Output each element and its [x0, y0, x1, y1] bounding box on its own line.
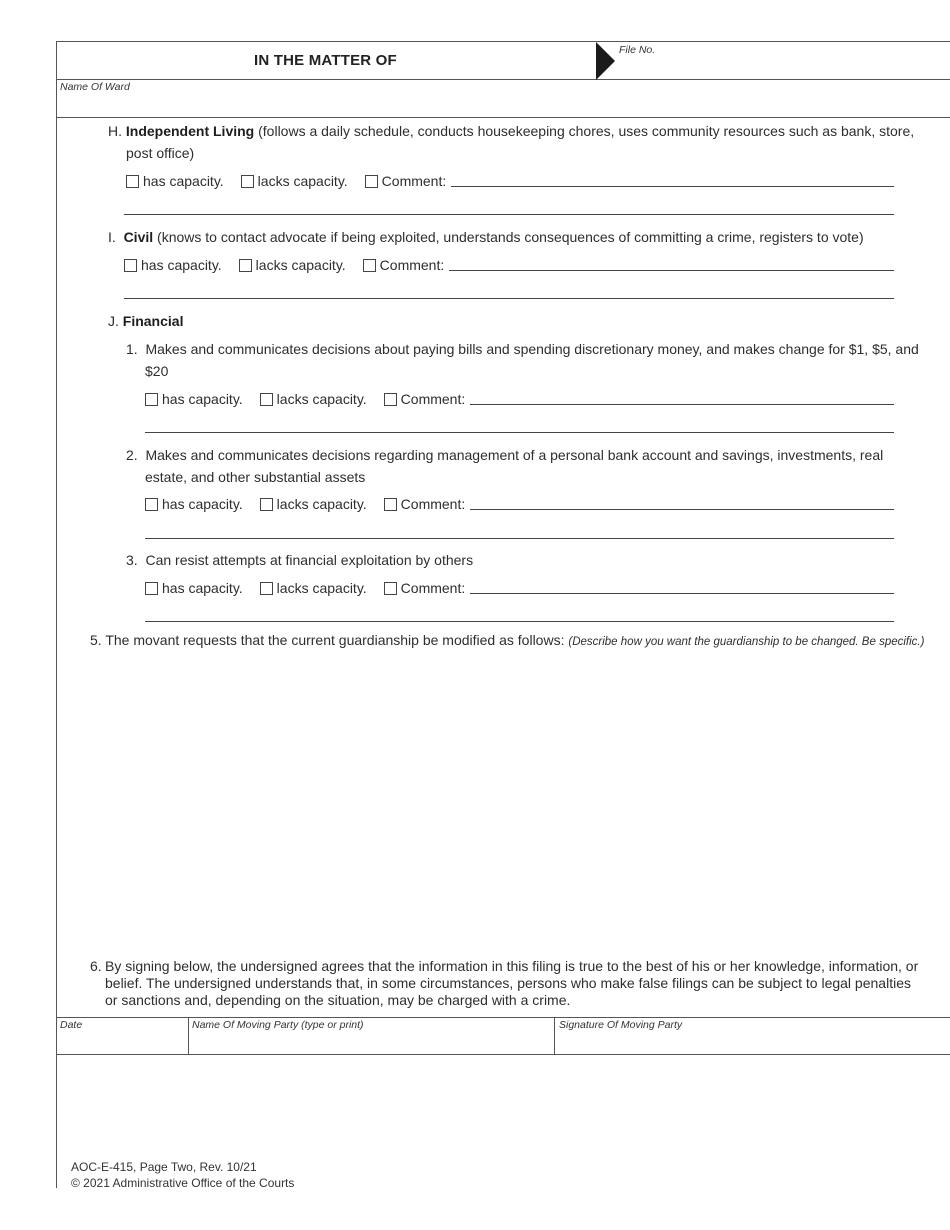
- checkbox[interactable]: [145, 582, 158, 595]
- financial-item-3: 3. Can resist attempts at financial exploitation by others: [126, 552, 474, 568]
- file-no-field[interactable]: [660, 44, 940, 77]
- checkbox[interactable]: [260, 393, 273, 406]
- ward-divider: [56, 117, 950, 118]
- moving-party-name-label: Name Of Moving Party (type or print): [192, 1019, 364, 1031]
- has-capacity-option[interactable]: has capacity.: [145, 496, 243, 512]
- checkbox[interactable]: [260, 498, 273, 511]
- item-6-line-2: belief. The undersigned understands that, in some circumstances, persons who make false filings can be subject to legal penalties: [105, 975, 911, 991]
- lacks-capacity-option[interactable]: lacks capacity.: [241, 173, 348, 189]
- section-j-heading: J. Financial: [108, 313, 184, 329]
- top-border: [56, 41, 950, 42]
- financial-item-2: 2. Makes and communicates decisions regarding management of a personal bank account and savings, investments, real: [126, 447, 884, 463]
- checkbox[interactable]: [145, 498, 158, 511]
- section-h-desc-cont: post office): [126, 145, 195, 161]
- lacks-capacity-option[interactable]: lacks capacity.: [260, 580, 367, 596]
- checkbox[interactable]: [365, 175, 378, 188]
- section-h-options: [126, 172, 894, 190]
- item-6-line-3: or sanctions and, depending on the situation, may be charged with a crime.: [105, 992, 571, 1008]
- date-label: Date: [60, 1019, 83, 1031]
- comment-field[interactable]: [470, 404, 894, 405]
- divider: [554, 1017, 555, 1055]
- comment-field[interactable]: [470, 509, 894, 510]
- has-capacity-option[interactable]: has capacity.: [145, 580, 243, 596]
- financial-2-options: [145, 495, 894, 513]
- section-h-heading: H. Independent Living (follows a daily schedule, conducts housekeeping chores, uses community resources such as bank, store,: [108, 123, 915, 139]
- copyright: © 2021 Administrative Office of the Courts: [71, 1176, 295, 1190]
- financial-1-options: [145, 390, 894, 408]
- comment-field[interactable]: [470, 593, 894, 594]
- comment-line[interactable]: [124, 298, 894, 299]
- checkbox[interactable]: [384, 582, 397, 595]
- left-border: [56, 41, 57, 1188]
- financial-item-1: 1. Makes and communicates decisions about paying bills and spending discretionary money, and makes change for $1, $5, and: [126, 341, 919, 357]
- item-6-line-1: By signing below, the undersigned agrees that the information in this filing is true to the best of his or her knowledge, information, or: [105, 958, 919, 974]
- checkbox[interactable]: [384, 498, 397, 511]
- arrow-icon: [596, 42, 615, 80]
- modification-description-field[interactable]: [90, 655, 920, 950]
- checkbox[interactable]: [260, 582, 273, 595]
- signature-top-line: [56, 1017, 950, 1018]
- date-field[interactable]: [58, 1032, 186, 1053]
- signature-field[interactable]: [556, 1032, 946, 1053]
- form-number: AOC-E-415, Page Two, Rev. 10/21: [71, 1160, 257, 1174]
- file-no-label: File No.: [619, 44, 656, 56]
- section-i-options: [124, 256, 894, 274]
- header-divider: [56, 79, 950, 80]
- comment-line[interactable]: [145, 621, 894, 622]
- signature-bottom-line: [56, 1054, 950, 1055]
- section-i-heading: I. Civil (knows to contact advocate if being exploited, understands consequences of committing a crime, registers to vote): [108, 229, 864, 245]
- moving-party-name-field[interactable]: [190, 1032, 552, 1053]
- ward-label: Name Of Ward: [60, 81, 130, 93]
- has-capacity-option[interactable]: has capacity.: [145, 391, 243, 407]
- item-6-number: 6.: [90, 958, 102, 974]
- lacks-capacity-option[interactable]: lacks capacity.: [260, 391, 367, 407]
- comment-field[interactable]: [449, 270, 894, 271]
- item-5: 5. The movant requests that the current guardianship be modified as follows: (Describe how you want the guardianship to be changed. Be specific.): [90, 632, 925, 648]
- checkbox[interactable]: [145, 393, 158, 406]
- financial-3-options: [145, 579, 894, 597]
- comment-line[interactable]: [124, 214, 894, 215]
- comment-option[interactable]: Comment:: [384, 391, 466, 407]
- comment-line[interactable]: [145, 432, 894, 433]
- comment-option[interactable]: Comment:: [363, 257, 445, 273]
- has-capacity-option[interactable]: has capacity.: [126, 173, 224, 189]
- checkbox[interactable]: [241, 175, 254, 188]
- checkbox[interactable]: [384, 393, 397, 406]
- divider: [188, 1017, 189, 1055]
- checkbox[interactable]: [126, 175, 139, 188]
- has-capacity-option[interactable]: has capacity.: [124, 257, 222, 273]
- checkbox[interactable]: [239, 259, 252, 272]
- comment-option[interactable]: Comment:: [384, 580, 466, 596]
- comment-field[interactable]: [451, 186, 894, 187]
- signature-label: Signature Of Moving Party: [559, 1019, 683, 1031]
- lacks-capacity-option[interactable]: lacks capacity.: [260, 496, 367, 512]
- financial-item-2-cont: estate, and other substantial assets: [145, 469, 366, 485]
- lacks-capacity-option[interactable]: lacks capacity.: [239, 257, 346, 273]
- comment-option[interactable]: Comment:: [384, 496, 466, 512]
- ward-name-field[interactable]: [140, 81, 940, 115]
- comment-line[interactable]: [145, 538, 894, 539]
- comment-option[interactable]: Comment:: [365, 173, 447, 189]
- checkbox[interactable]: [124, 259, 137, 272]
- financial-item-1-cont: $20: [145, 363, 169, 379]
- page-title: IN THE MATTER OF: [254, 52, 397, 69]
- checkbox[interactable]: [363, 259, 376, 272]
